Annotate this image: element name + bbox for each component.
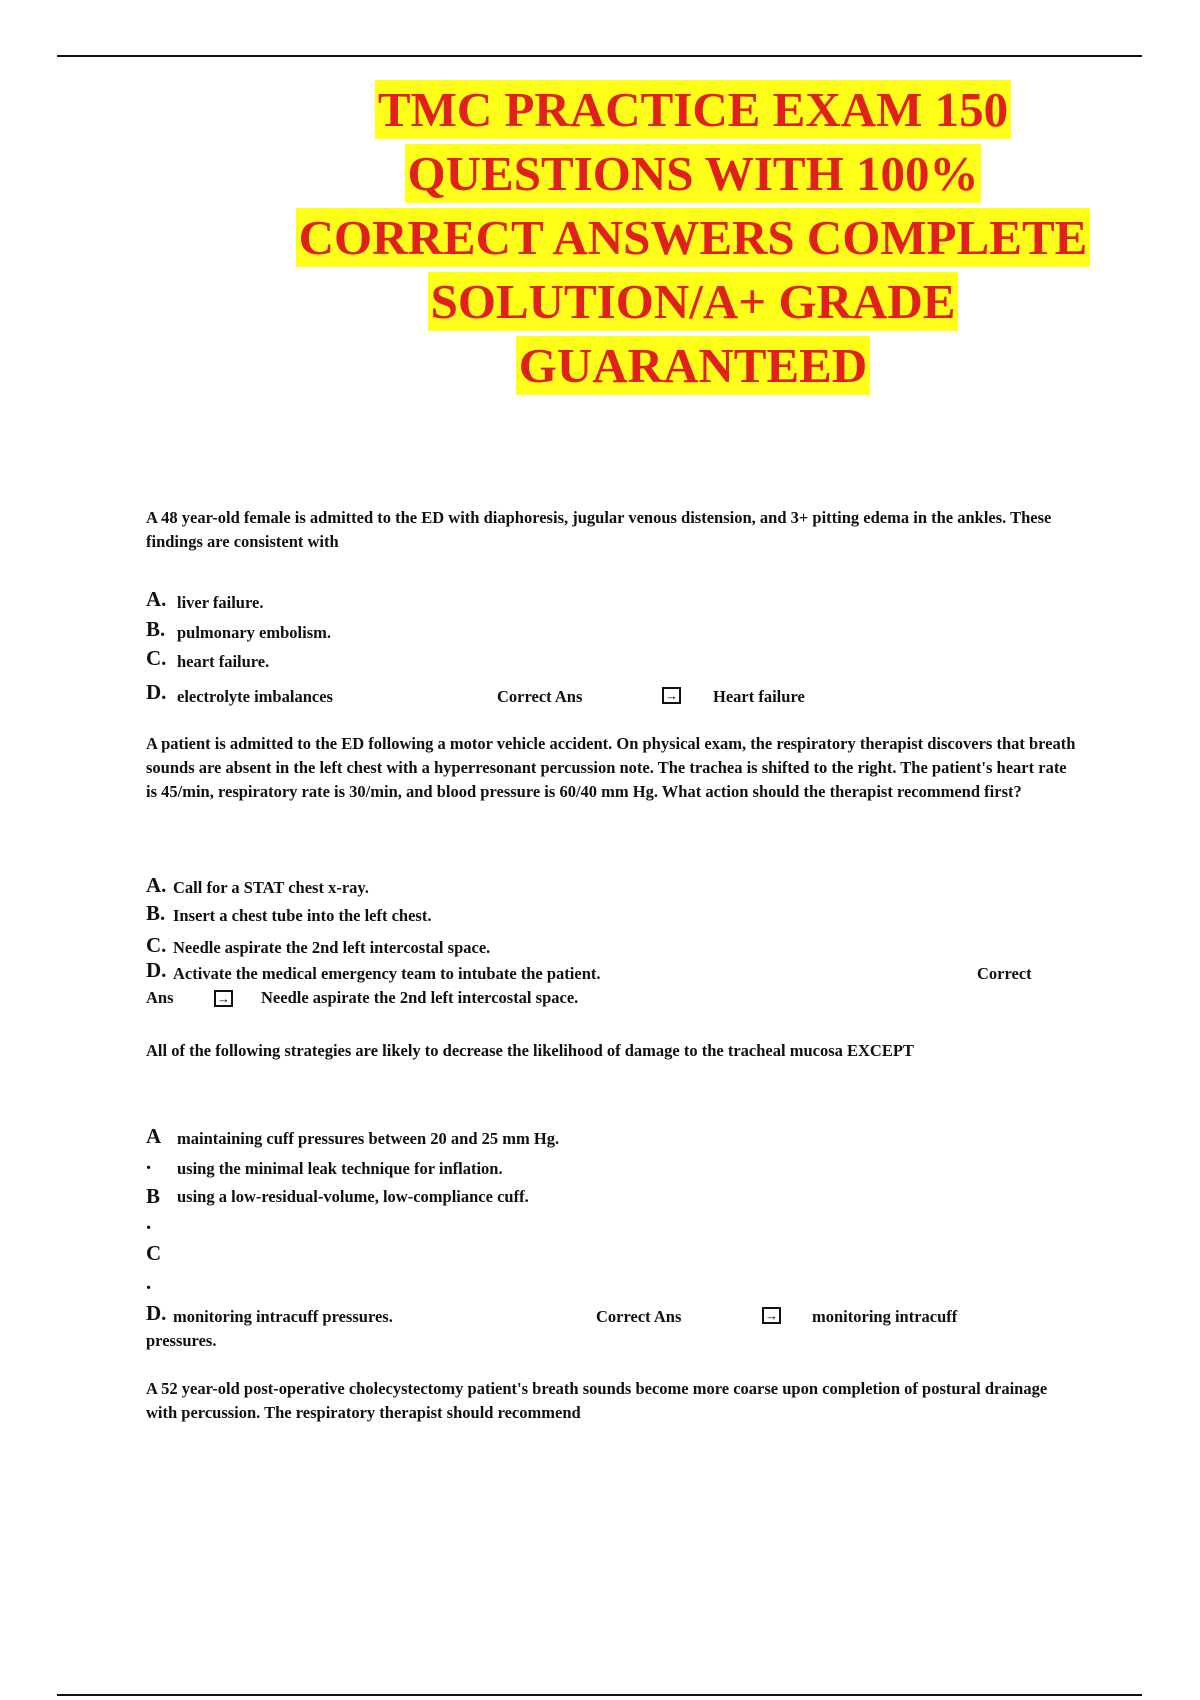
option-letter: A <box>146 1124 162 1148</box>
correct-answer: monitoring intracuff <box>812 1307 958 1326</box>
right-arrow-box-icon: → <box>214 990 233 1007</box>
option-letter: D. <box>146 680 167 704</box>
title-line: QUESTIONS WITH 100% <box>405 144 982 203</box>
top-rule <box>57 55 1142 57</box>
option-letter: . <box>146 1150 152 1174</box>
right-arrow-box-icon: → <box>762 1307 781 1324</box>
option-letter: C. <box>146 646 167 670</box>
option-letter: C <box>146 1241 162 1265</box>
option-letter: A. <box>146 587 167 611</box>
option-letter: B. <box>146 901 166 925</box>
option-letter: . <box>146 1270 152 1294</box>
option-text: pulmonary embolism. <box>177 623 332 642</box>
right-arrow-box-icon: → <box>662 687 681 704</box>
question-1-text: A 48 year-old female is admitted to the ED with diaphoresis, jugular venous distension, and 3+ pitting edema in the ankles. These findings are consistent with <box>146 508 1052 551</box>
bottom-rule <box>57 1694 1142 1696</box>
title-line: SOLUTION/A+ GRADE <box>428 272 959 331</box>
option-text: electrolyte imbalances <box>177 687 333 706</box>
option-text: using the minimal leak technique for inflation. <box>177 1159 503 1178</box>
correct-answer: pressures. <box>146 1331 217 1350</box>
correct-answer-label: Correct <box>977 964 1032 983</box>
option-letter: . <box>146 1210 152 1234</box>
title-line: GUARANTEED <box>516 336 870 395</box>
correct-answer: Heart failure <box>713 687 805 706</box>
option-letter: D. <box>146 1301 167 1325</box>
question-2-text: A patient is admitted to the ED following a motor vehicle accident. On physical exam, the respiratory therapist discovers that breath sounds are absent in the left chest with a hyperresonant percussion note. The trachea is shifted to the right. The patient's heart rate is 45/min, respiratory rate is 30/min, and blood pressure is 60/40 mm Hg. What action should the therapist recommend first? <box>146 734 1076 801</box>
option-text: Activate the medical emergency team to intubate the patient. <box>173 964 601 983</box>
correct-answer-label: Correct Ans <box>497 687 583 706</box>
option-letter: B. <box>146 617 166 641</box>
option-letter: A. <box>146 873 167 897</box>
question-4-text: A 52 year-old post-operative cholecystectomy patient's breath sounds become more coarse upon completion of postural drainage with percussion. The respiratory therapist should recommend <box>146 1379 1048 1422</box>
document-title <box>290 78 1096 398</box>
option-text: Insert a chest tube into the left chest. <box>173 906 432 925</box>
option-letter: D. <box>146 958 167 982</box>
option-letter: B <box>146 1184 161 1208</box>
correct-answer-label: Correct Ans <box>596 1307 682 1326</box>
correct-answer: Needle aspirate the 2nd left intercostal space. <box>261 988 579 1007</box>
correct-answer-label: Ans <box>146 988 174 1007</box>
question-3-text: All of the following strategies are likely to decrease the likelihood of damage to the tracheal mucosa EXCEPT <box>146 1041 914 1060</box>
title-line: TMC PRACTICE EXAM 150 <box>375 80 1011 139</box>
option-text: Call for a STAT chest x-ray. <box>173 878 369 897</box>
title-line: CORRECT ANSWERS COMPLETE <box>296 208 1091 267</box>
option-text: monitoring intracuff pressures. <box>173 1307 393 1326</box>
option-text: heart failure. <box>177 652 270 671</box>
option-text: using a low-residual-volume, low-compliance cuff. <box>177 1187 529 1206</box>
option-text: maintaining cuff pressures between 20 and 25 mm Hg. <box>177 1129 560 1148</box>
option-letter: C. <box>146 933 167 957</box>
option-text: liver failure. <box>177 593 264 612</box>
option-text: Needle aspirate the 2nd left intercostal space. <box>173 938 491 957</box>
